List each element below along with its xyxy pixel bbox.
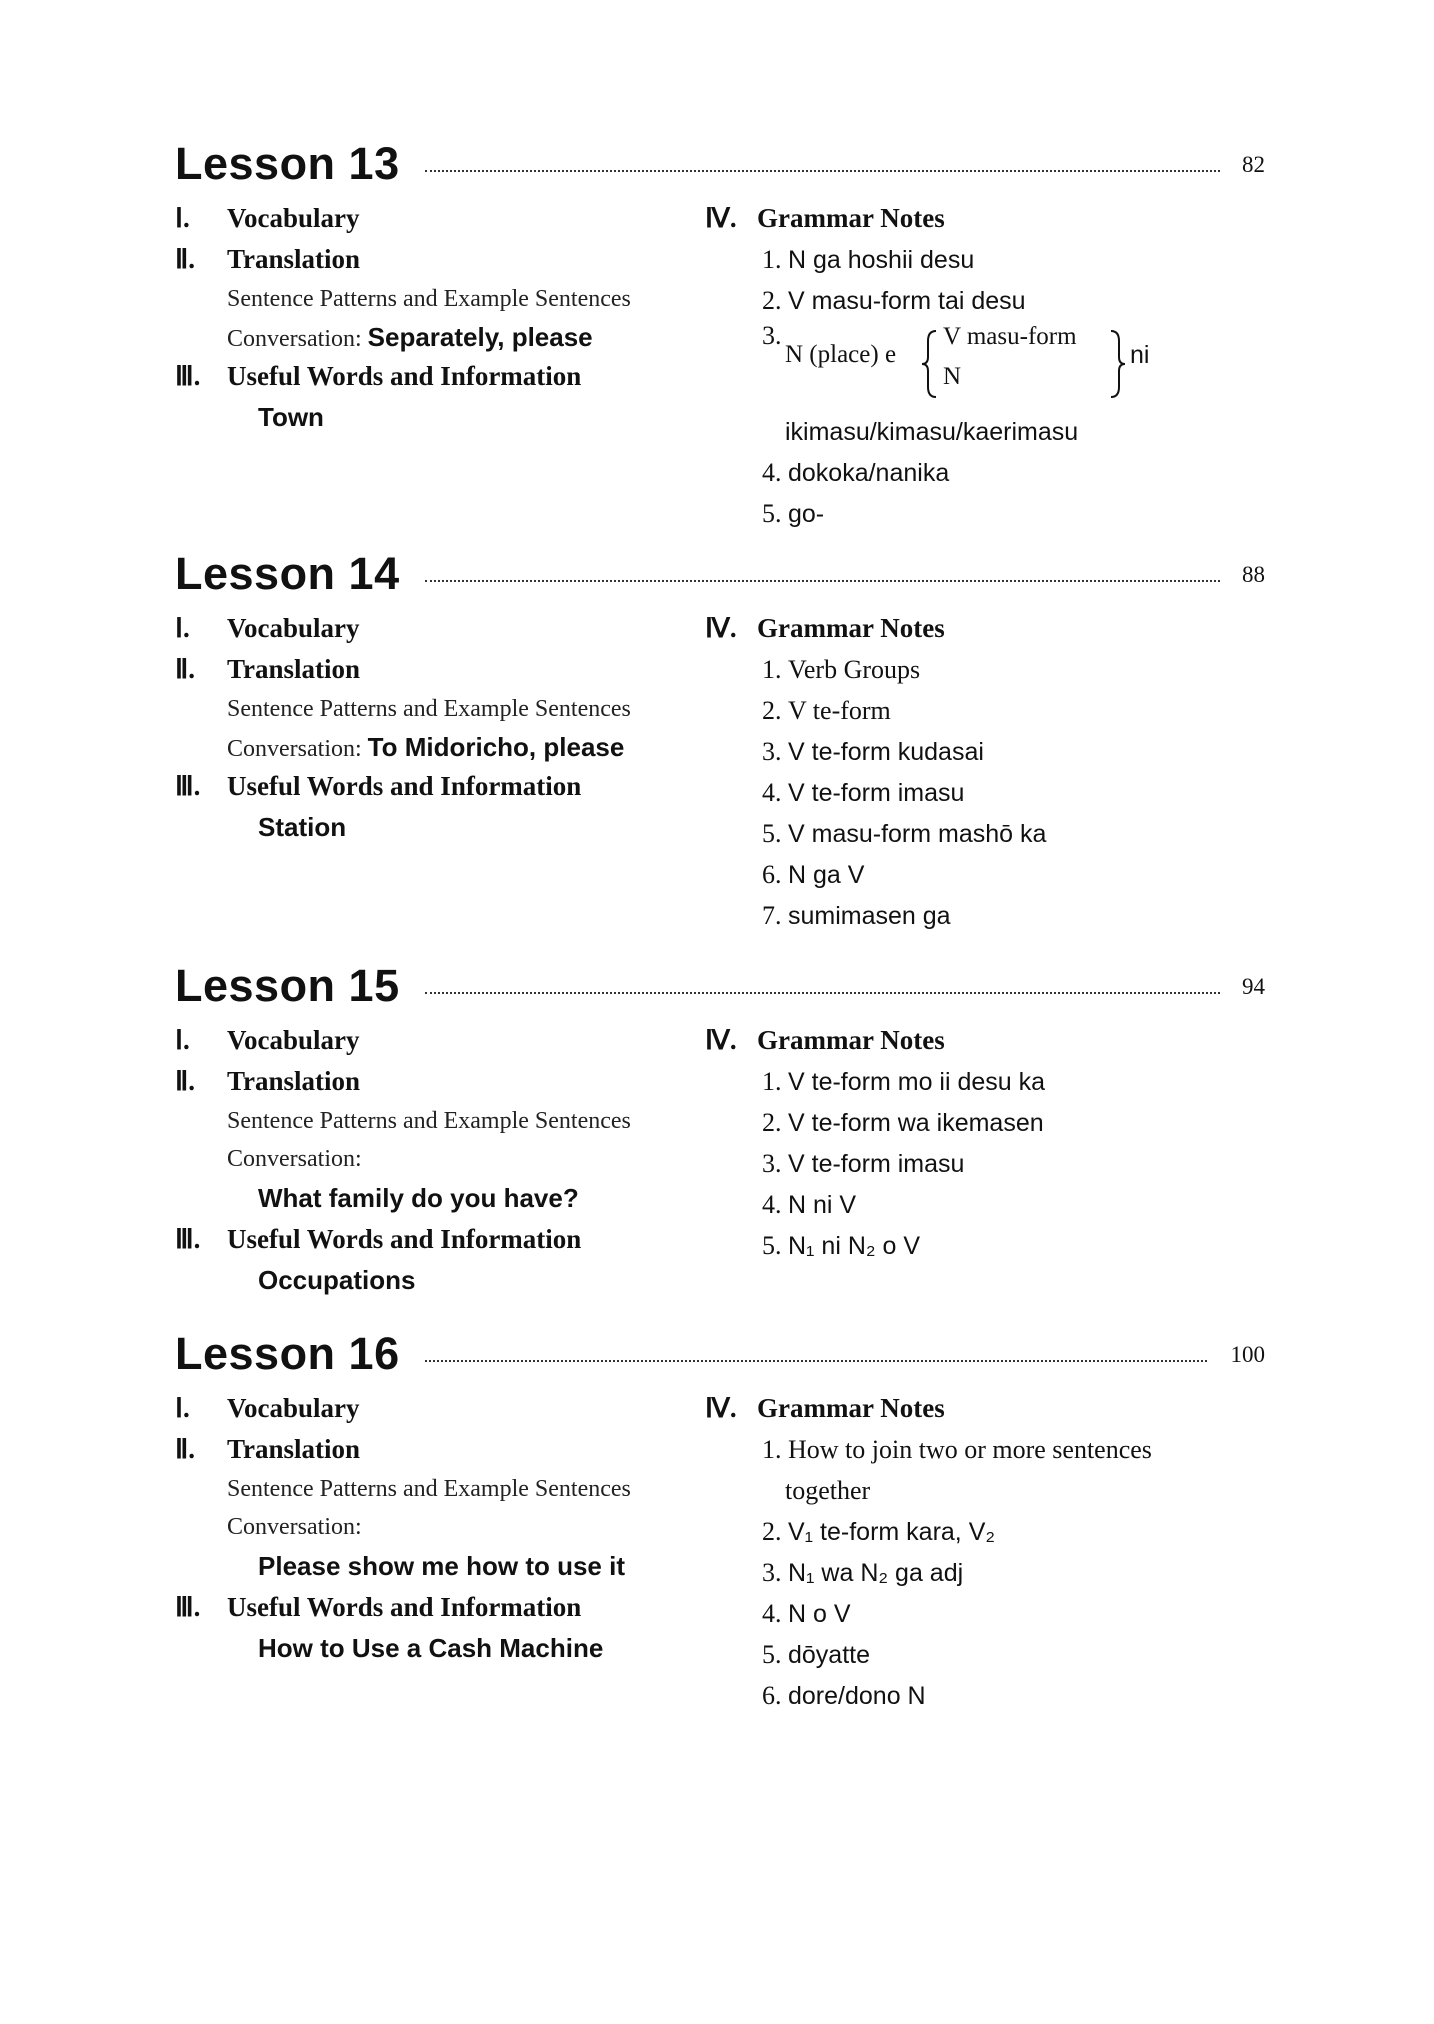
dot-leader bbox=[425, 1360, 1207, 1362]
section-numeral: Ⅲ. bbox=[175, 771, 201, 801]
section-numeral: Ⅰ. bbox=[175, 1393, 190, 1423]
vocabulary-heading: Vocabulary bbox=[227, 1393, 360, 1423]
useful-words-topic: Town bbox=[258, 402, 324, 432]
left-brace bbox=[920, 329, 940, 399]
useful-words-heading: Useful Words and Information bbox=[227, 1224, 582, 1254]
conversation-prefix: Conversation: bbox=[227, 326, 362, 352]
section-numeral: Ⅰ. bbox=[175, 203, 190, 233]
grammar-notes-heading: Grammar Notes bbox=[757, 1393, 945, 1423]
grammar-item: 1. Verb Groups bbox=[762, 655, 921, 684]
conversation-prefix: Conversation: bbox=[227, 1146, 362, 1172]
conversation-prefix: Conversation: bbox=[227, 1514, 362, 1540]
vocabulary-heading: Vocabulary bbox=[227, 1025, 360, 1055]
conversation-title: To Midoricho, please bbox=[367, 732, 625, 762]
grammar-item: 4. V te-form imasu bbox=[762, 778, 965, 807]
grammar-item: 3. N₁ wa N₂ ga adj bbox=[762, 1558, 964, 1587]
section-numeral: Ⅳ. bbox=[705, 203, 737, 233]
translation-heading: Translation bbox=[227, 654, 361, 684]
lesson-title: Lesson 16 bbox=[175, 1328, 400, 1379]
sentence-patterns-item: Sentence Patterns and Example Sentences bbox=[227, 1476, 631, 1502]
grammar-item: 2. V masu-form tai desu bbox=[762, 286, 1026, 315]
grammar-notes bbox=[705, 1020, 1265, 1266]
grammar-item: 6. dore/dono N bbox=[762, 1681, 926, 1710]
grammar-notes-heading: Grammar Notes bbox=[757, 203, 945, 233]
grammar-notes-heading: Grammar Notes bbox=[757, 613, 945, 643]
useful-words-heading: Useful Words and Information bbox=[227, 361, 582, 391]
useful-words-topic: Station bbox=[258, 812, 347, 842]
translation-heading: Translation bbox=[227, 244, 361, 274]
grammar-item-continuation: together bbox=[785, 1476, 871, 1505]
dot-leader bbox=[425, 992, 1220, 994]
sentence-patterns-item: Sentence Patterns and Example Sentences bbox=[227, 1108, 631, 1134]
conversation-title: Separately, please bbox=[367, 322, 593, 352]
dot-leader bbox=[425, 170, 1220, 172]
useful-words-topic: How to Use a Cash Machine bbox=[258, 1633, 604, 1663]
sentence-patterns-item: Sentence Patterns and Example Sentences bbox=[227, 286, 631, 312]
right-brace bbox=[1107, 329, 1127, 399]
grammar-item: 1. How to join two or more sentences bbox=[762, 1435, 1152, 1464]
grammar-item: 3. V te-form kudasai bbox=[762, 737, 984, 766]
conversation-item bbox=[175, 318, 715, 356]
section-numeral: Ⅰ. bbox=[175, 1025, 190, 1055]
grammar-item: 5. go- bbox=[762, 499, 825, 528]
section-numeral: Ⅱ. bbox=[175, 1066, 196, 1096]
vocabulary-heading: Vocabulary bbox=[227, 203, 360, 233]
lesson-contents-left bbox=[175, 198, 715, 438]
grammar-item: 7. sumimasen ga bbox=[762, 901, 951, 930]
section-numeral: Ⅳ. bbox=[705, 613, 737, 643]
lesson-contents-left bbox=[175, 1020, 715, 1301]
section-numeral: Ⅱ. bbox=[175, 1434, 196, 1464]
lesson-title: Lesson 14 bbox=[175, 548, 400, 599]
grammar-item: 2. V te-form wa ikemasen bbox=[762, 1108, 1044, 1137]
page-number: 94 bbox=[1242, 974, 1265, 999]
conversation-title: What family do you have? bbox=[258, 1183, 579, 1213]
translation-heading: Translation bbox=[227, 1066, 361, 1096]
grammar-item-continuation: ikimasu/kimasu/kaerimasu bbox=[785, 418, 1079, 446]
conversation-prefix: Conversation: bbox=[227, 736, 362, 762]
grammar-item: 5. dōyatte bbox=[762, 1640, 871, 1669]
useful-words-heading: Useful Words and Information bbox=[227, 771, 582, 801]
page-number: 82 bbox=[1242, 152, 1265, 177]
grammar-item: 4. N o V bbox=[762, 1599, 851, 1628]
section-numeral: Ⅲ. bbox=[175, 1592, 201, 1622]
grammar-item: 2. V te-form bbox=[762, 696, 891, 725]
section-numeral: Ⅱ. bbox=[175, 654, 196, 684]
section-numeral: Ⅲ. bbox=[175, 361, 201, 391]
section-numeral: Ⅳ. bbox=[705, 1025, 737, 1055]
grammar-item: 1. N ga hoshii desu bbox=[762, 245, 975, 274]
grammar-notes-heading: Grammar Notes bbox=[757, 1025, 945, 1055]
lesson-contents-left bbox=[175, 1388, 715, 1669]
lesson-title: Lesson 15 bbox=[175, 960, 400, 1011]
page-number: 100 bbox=[1230, 1342, 1265, 1367]
dot-leader bbox=[425, 580, 1220, 582]
grammar-item: 2. V₁ te-form kara, V₂ bbox=[762, 1517, 996, 1546]
vocabulary-heading: Vocabulary bbox=[227, 613, 360, 643]
conversation-item bbox=[175, 728, 715, 766]
grammar-item: 5. N₁ ni N₂ o V bbox=[762, 1231, 921, 1260]
section-numeral: Ⅰ. bbox=[175, 613, 190, 643]
lesson-title: Lesson 13 bbox=[175, 138, 400, 189]
grammar-notes bbox=[705, 198, 1265, 534]
section-numeral: Ⅲ. bbox=[175, 1224, 201, 1254]
grammar-item: 4. N ni V bbox=[762, 1190, 857, 1219]
section-numeral: Ⅱ. bbox=[175, 244, 196, 274]
section-numeral: Ⅳ. bbox=[705, 1393, 737, 1423]
grammar-item-formula: 3. N (place) e V masu-form N ni bbox=[705, 321, 1265, 411]
sentence-patterns-item: Sentence Patterns and Example Sentences bbox=[227, 696, 631, 722]
grammar-item: 1. V te-form mo ii desu ka bbox=[762, 1067, 1046, 1096]
lesson-contents-left bbox=[175, 608, 715, 848]
page-number: 88 bbox=[1242, 562, 1265, 587]
grammar-notes bbox=[705, 1388, 1265, 1716]
grammar-item: 5. V masu-form mashō ka bbox=[762, 819, 1047, 848]
grammar-notes bbox=[705, 608, 1265, 936]
grammar-item: 3. V te-form imasu bbox=[762, 1149, 965, 1178]
grammar-item: 4. dokoka/nanika bbox=[762, 458, 950, 487]
grammar-item: 6. N ga V bbox=[762, 860, 865, 889]
translation-heading: Translation bbox=[227, 1434, 361, 1464]
conversation-title: Please show me how to use it bbox=[258, 1551, 625, 1581]
useful-words-topic: Occupations bbox=[258, 1265, 416, 1295]
useful-words-heading: Useful Words and Information bbox=[227, 1592, 582, 1622]
